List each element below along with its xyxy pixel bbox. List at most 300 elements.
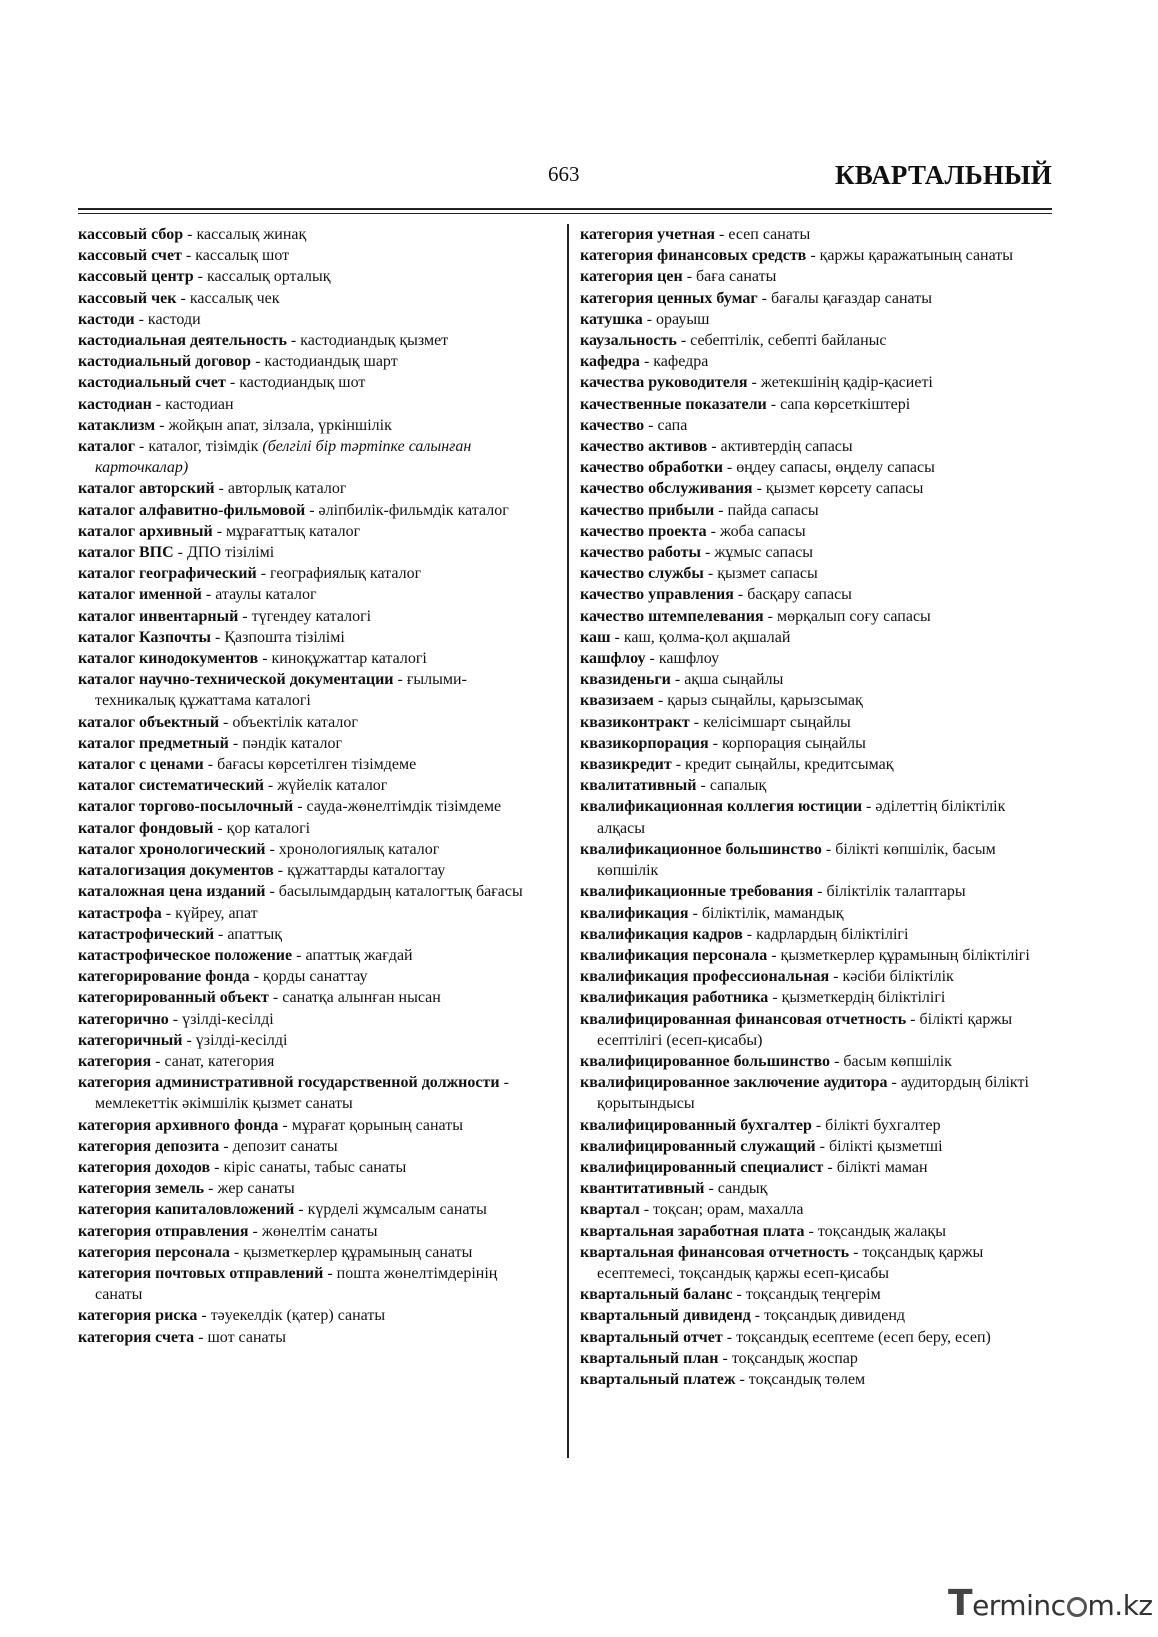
entry-definition: кафедра [653,353,709,371]
entry-term: каталожная цена изданий [78,883,266,901]
dictionary-entry: каталог алфавитно-фильмовой - әліпбилік-фильмдік каталог [78,501,509,519]
entry-term: кассовый чек [78,289,177,307]
entry-definition: басым көпшілік [843,1052,952,1070]
entry-definition: кастоди [147,310,201,328]
entry-term: кафедра [580,353,640,371]
entry-term: кастоди [78,310,135,328]
dictionary-entry: кастодиальный счет - кастодиандық шот [78,374,366,392]
entry-definition: шот санаты [207,1328,286,1346]
entry-definition: пошта жөнелтімдерінің санаты [95,1264,498,1304]
dictionary-entry: квартальная заработная плата - тоқсандық жалақы [580,1222,946,1240]
logo-ring-icon [1067,1597,1087,1617]
dictionary-entry: квалификационная коллегия юстиции - әділеттің біліктілік алқасы [580,798,1006,837]
dictionary-entry: квазикредит - кредит сыңайлы, кредитсымақ [580,756,894,774]
dictionary-entry: каталогизация документов - құжаттарды каталогтау [78,862,446,880]
dictionary-entry: каталог систематический - жүйелік каталог [78,777,388,795]
entry-term: катастрофа [78,904,162,922]
entry-definition: жоба сапасы [719,522,806,540]
entry-term: квалификация персонала [580,946,768,964]
entry-definition: авторлық каталог [227,480,347,498]
entry-term: качество работы [580,544,701,562]
entry-definition: жетекшінің қадір-қасиеті [760,374,933,392]
dictionary-entry: категория архивного фонда - мұрағат қорының санаты [78,1116,463,1134]
entry-definition: объектілік каталог [232,713,358,731]
dictionary-entry: квалификация работника - қызметкердің біліктілігі [580,989,946,1007]
entry-definition: активтердің сапасы [720,438,853,456]
entry-definition: географиялық каталог [270,565,422,583]
entry-definition: есеп санаты [728,226,811,243]
entry-definition: үзілді-кесілді [182,1010,274,1028]
entry-definition: киноқұжаттар каталогі [271,650,427,668]
entry-definition: кастодиан [165,395,234,413]
dictionary-entry: качество - сапа [580,416,688,434]
entry-term: категория ценных бумаг [580,289,758,307]
dictionary-entry: квалификация профессиональная - кәсіби біліктілік [580,968,954,986]
entry-term: квартальная заработная плата [580,1222,805,1240]
dictionary-entry: катастрофический - апаттық [78,925,283,943]
entry-term: квазиконтракт [580,713,690,731]
entry-definition: өңдеу сапасы, өңделу сапасы [736,459,935,477]
entry-term: каш [580,628,611,646]
entry-term: квазикредит [580,756,672,774]
dictionary-entry: качество обработки - өңдеу сапасы, өңделу сапасы [580,459,935,477]
entry-term: каталог географический [78,565,257,583]
dictionary-entry: квазизаем - қарыз сыңайлы, қарызсымақ [580,692,863,710]
entry-term: квалификация [580,904,689,922]
entry-definition: тәуекелдік (қатер) санаты [210,1307,386,1325]
entry-definition: кассалық чек [189,289,280,307]
dictionary-entry: квалифицированный служащий - білікті қызметші [580,1137,943,1155]
dictionary-entry: категория доходов - кіріс санаты, табыс санаты [78,1158,407,1176]
dictionary-entry: качество прибыли - пайда сапасы [580,501,819,519]
entry-term: квартальный отчет [580,1328,723,1346]
dictionary-entry: каталог хронологический - хронологиялық каталог [78,840,440,858]
dictionary-entry: квалитативный - сапалық [580,777,767,795]
entry-term: квалифицированное большинство [580,1052,831,1070]
entry-term: каталог с ценами [78,756,204,774]
entry-definition: тоқсандық төлем [748,1370,866,1388]
entry-term: качество [580,416,645,434]
entry-term: качество штемпелевания [580,607,764,625]
entry-term: квалификационное большинство [580,840,822,858]
entry-term: квалифицированный бухгалтер [580,1116,812,1134]
entry-definition: тоқсандық теңгерім [745,1286,881,1304]
entry-term: каталог алфавитно-фильмовой [78,501,306,519]
entry-term: кастодиальный счет [78,374,226,392]
entry-term: квалифицированный специалист [580,1158,824,1176]
dictionary-entry: квазикорпорация - корпорация сыңайлы [580,734,866,752]
dictionary-entry: квалификация персонала - қызметкерлер құрамының біліктілігі [580,946,1030,964]
dictionary-entry: кассовый центр - кассалық орталық [78,268,331,286]
header-rule [78,208,1052,210]
dictionary-entry: квалификационные требования - біліктілік талаптары [580,883,966,901]
dictionary-entry: каталог географический - географиялық каталог [78,565,422,583]
entry-term: кашфлоу [580,650,646,668]
entry-definition: кредит сыңайлы, кредитсымақ [685,756,894,774]
entry-definition: кашфлоу [658,650,720,668]
entry-definition: атаулы каталог [215,586,317,604]
entry-term: качество службы [580,565,704,583]
entry-term: каталогизация документов [78,862,274,880]
left-column [78,224,544,1348]
entry-definition: кассалық шот [195,247,290,265]
entry-definition: орауыш [656,310,710,328]
entry-term: каталог Казпочты [78,628,211,646]
dictionary-entry: качество управления - басқару сапасы [580,586,852,604]
entry-term: каталог систематический [78,777,264,795]
dictionary-entry: каталог именной - атаулы каталог [78,586,317,604]
entry-term: квазикорпорация [580,734,709,752]
dictionary-entry: категория счета - шот санаты [78,1328,286,1346]
entry-definition: хронологиялық каталог [278,840,440,858]
dictionary-entry: качество активов - активтердің сапасы [580,438,853,456]
entry-term: каталог архивный [78,522,213,540]
dictionary-entry: качества руководителя - жетекшінің қадір-қасиеті [580,374,933,392]
entry-term: каталог [78,438,135,456]
dictionary-entry: квартальный платеж - тоқсандық төлем [580,1370,866,1388]
dictionary-entry: квартальный дивиденд - тоқсандық дивиденд [580,1307,906,1325]
entry-term: категория финансовых средств [580,247,807,265]
entry-term: качество проекта [580,522,707,540]
entry-term: категорично [78,1010,169,1028]
entry-term: каталог ВПС [78,544,174,562]
entry-definition: қаржы қаражатының санаты [819,247,1014,265]
dictionary-entry: кастодиальная деятельность - кастодиандық қызмет [78,332,449,350]
dictionary-entry: категория капиталовложений - күрделі жұмсалым санаты [78,1201,487,1219]
entry-term: квалификационные требования [580,883,814,901]
entry-term: квантитативный [580,1180,705,1198]
entry-term: каталог авторский [78,480,215,498]
dictionary-entry: квартальная финансовая отчетность - тоқсандық қаржы есептемесі, тоқсандық қаржы есеп-қисабы [580,1243,984,1282]
entry-definition: үзілді-кесілді [195,1031,288,1049]
entry-definition: санат, категория [164,1052,275,1070]
dictionary-entry: каталог архивный - мұрағаттық каталог [78,522,361,540]
entry-term: квартальный план [580,1349,719,1367]
dictionary-entry: каталог ВПС - ДПО тізілімі [78,544,275,562]
entry-term: категория персонала [78,1243,230,1261]
entry-term: каталог предметный [78,734,229,752]
entry-definition: жөнелтім санаты [261,1222,378,1240]
dictionary-entry: кассовый сбор - кассалық жинақ [78,226,307,243]
dictionary-entry: кафедра - кафедра [580,353,709,371]
entry-term: квартальный баланс [580,1286,733,1304]
entry-definition: қарыз сыңайлы, қарызсымақ [667,692,863,710]
entry-definition: қызмет сапасы [717,565,818,583]
dictionary-entry: квартальный баланс - тоқсандық теңгерім [580,1286,881,1304]
entry-definition: білікті қызметші [828,1137,943,1155]
entry-term: каталог кинодокументов [78,650,259,668]
dictionary-entry: категоричный - үзілді-кесілді [78,1031,288,1049]
entry-definition: мұрағаттық каталог [226,522,361,540]
dictionary-entry: категория ценных бумаг - бағалы қағаздар санаты [580,289,932,307]
entry-term: каузальность [580,332,677,350]
entry-definition: мемлекеттік әкімшілік қызмет санаты [95,1095,353,1113]
entry-term: качества руководителя [580,374,748,392]
entry-term: квалификация профессиональная [580,968,830,986]
dictionary-entry: каузальность - себептілік, себепті байланыс [580,332,887,350]
entry-definition: кастодиандық шарт [264,353,398,371]
entry-definition: әліпбилік-фильмдік каталог [318,501,509,519]
entry-definition: пайда сапасы [727,501,819,519]
dictionary-entry: качественные показатели - сапа көрсеткіштері [580,395,911,413]
entry-term: квартальная финансовая отчетность [580,1243,850,1261]
entry-term: кастодиальная деятельность [78,332,287,350]
dictionary-entry: каталог - каталог, тізімдік (белгілі бір тәртіпке салынған карточкалар) [78,438,472,477]
entry-definition: кіріс санаты, табыс санаты [223,1158,407,1176]
entry-definition: білікті қаржы есептілігі (есеп-қисабы) [597,1010,1013,1049]
entry-definition: құжаттарды каталогтау [287,862,446,880]
entry-definition: сандық [717,1180,768,1198]
dictionary-entry: категория персонала - қызметкерлер құрамының санаты [78,1243,473,1261]
entry-term: категория отправления [78,1222,249,1240]
dictionary-entry: качество службы - қызмет сапасы [580,565,818,583]
dictionary-entry: каталог кинодокументов - киноқұжаттар каталогі [78,650,427,668]
entry-definition: апаттық жағдай [305,946,413,964]
entry-term: кассовый счет [78,247,182,265]
dictionary-entry: кассовый счет - кассалық шот [78,247,290,265]
dictionary-entry: категория почтовых отправлений - пошта жөнелтімдерінің санаты [78,1264,498,1304]
entry-definition: түгендеу каталогі [251,607,372,625]
entry-definition: апаттық [227,925,283,943]
entry-definition: кассалық жинақ [196,226,307,243]
entry-definition: каш, қолма-қол ақшалай [623,628,791,646]
entry-term: каталог научно-технической документации [78,671,394,689]
entry-definition: басқару сапасы [747,586,852,604]
entry-definition: бағасы көрсетілген тізімдеме [217,756,417,774]
entry-definition: білікті көпшілік, басым көпшілік [597,840,996,880]
dictionary-entry: качество работы - жұмыс сапасы [580,544,814,562]
entry-term: категория цен [580,268,683,286]
dictionary-entry: категорично - үзілді-кесілді [78,1010,274,1028]
entry-term: квалификационная коллегия юстиции [580,798,863,816]
column-divider [567,224,569,1458]
entry-term: категория [78,1052,152,1070]
dictionary-entry: квалификационное большинство - білікті көпшілік, басым көпшілік [580,840,996,880]
entry-term: катушка [580,310,643,328]
entry-term: качественные показатели [580,395,767,413]
dictionary-entry: каталог научно-технической документации - ғылыми-техникалық құжаттама каталогі [78,671,467,710]
entry-definition: қызметкерлер құрамының біліктілігі [780,946,1030,964]
termincom-logo [948,1583,1153,1624]
dictionary-entry: каталог с ценами - бағасы көрсетілген тізімдеме [78,756,417,774]
dictionary-entry: каталог объектный - объектілік каталог [78,713,358,731]
running-head: КВАРТАЛЬНЫЙ [834,160,1052,190]
entry-definition: аудитордың білікті қорытындысы [597,1074,1029,1113]
entry-term: квартальный дивиденд [580,1307,751,1325]
entry-term: категория земель [78,1180,205,1198]
entry-definition: себептілік, себепті байланыс [690,332,887,350]
entry-term: катаклизм [78,416,156,434]
header-rule-thin [78,213,1052,214]
entry-definition: тоқсандық есептеме (есеп беру, есеп) [736,1328,991,1346]
entry-definition: кадрлардың біліктілігі [756,925,909,943]
entry-definition: санатқа алынған нысан [282,989,441,1007]
entry-definition: сапа көрсеткіштері [780,395,911,413]
entry-definition: тоқсандық дивиденд [764,1307,906,1325]
entry-definition: қызметкерлер құрамының санаты [243,1243,473,1261]
dictionary-entry: кастодиан - кастодиан [78,395,234,413]
dictionary-entry: квалифицированное заключение аудитора - аудитордың білікті қорытындысы [580,1074,1029,1113]
entry-definition: баға санаты [696,268,777,286]
page-number: 663 [548,162,580,186]
dictionary-entry: категория финансовых средств - қаржы қаражатының санаты [580,247,1014,265]
entry-definition: біліктілік, мамандық [701,904,844,922]
entry-definition: корпорация сыңайлы [721,734,866,752]
entry-term: квалифицированное заключение аудитора [580,1074,888,1092]
entry-term: квалификация кадров [580,925,743,943]
entry-term: категорирование фонда [78,968,250,986]
entry-term: квазизаем [580,692,654,710]
entry-term: каталог именной [78,586,202,604]
entry-term: каталог фондовый [78,819,214,837]
entry-term: катастрофическое положение [78,946,293,964]
entry-definition: пәндік каталог [242,734,342,752]
entry-definition: тоқсан; орам, махалла [653,1201,804,1219]
entry-term: квартальный платеж [580,1370,736,1388]
entry-term: квалифицированный служащий [580,1137,816,1155]
entry-definition: жер санаты [217,1180,295,1198]
entry-term: категория архивного фонда [78,1116,279,1134]
entry-note: (белгілі бір тәртіпке салынған карточкалар) [95,438,472,477]
entry-term: качество активов [580,438,708,456]
entry-term: каталог хронологический [78,840,266,858]
entry-definition: ғылыми-техникалық құжаттама каталогі [95,671,467,710]
entry-definition: күйреу, апат [175,904,258,922]
entry-term: категория капиталовложений [78,1201,295,1219]
dictionary-entry: квалифицированное большинство - басым көпшілік [580,1052,952,1070]
dictionary-entry: категория цен - баға санаты [580,268,777,286]
entry-definition: ақша сыңайлы [684,671,784,689]
dictionary-entry: каш - каш, қолма-қол ақшалай [580,628,791,646]
entry-definition: жұмыс сапасы [714,544,814,562]
dictionary-entry: кастоди - кастоди [78,310,201,328]
entry-definition: қызмет көрсету сапасы [765,480,924,498]
right-column [580,224,1054,1390]
dictionary-entry: каталог предметный - пәндік каталог [78,734,342,752]
dictionary-entry: квалифицированный специалист - білікті маман [580,1158,928,1176]
entry-term: качество прибыли [580,501,715,519]
logo-letter-t: T [948,1583,973,1624]
dictionary-entry: катушка - орауыш [580,310,710,328]
entry-definition: сапа [657,416,688,434]
entry-definition: тоқсандық қаржы есептемесі, тоқсандық қаржы есеп-қисабы [597,1243,984,1282]
dictionary-entry: квантитативный - сандық [580,1180,768,1198]
dictionary-entry: кастодиальный договор - кастодиандық шарт [78,353,398,371]
entry-term: каталог торгово-посылочный [78,798,294,816]
entry-definition: сапалық [709,777,767,795]
dictionary-entry: квалификация кадров - кадрлардың біліктілігі [580,925,909,943]
dictionary-entry: катастрофа - күйреу, апат [78,904,258,922]
entry-definition: тоқсандық жоспар [731,1349,858,1367]
entry-term: кассовый сбор [78,226,184,243]
dictionary-entry: квартал - тоқсан; орам, махалла [580,1201,804,1219]
dictionary-entry: кассовый чек - кассалық чек [78,289,280,307]
dictionary-entry: квазиконтракт - келісімшарт сыңайлы [580,713,851,731]
entry-term: катастрофический [78,925,215,943]
dictionary-entry: катаклизм - жойқын апат, зілзала, үркіншілік [78,416,392,434]
entry-definition: Қазпошта тізілімі [224,628,345,646]
entry-term: кассовый центр [78,268,194,286]
dictionary-entry: категория депозита - депозит санаты [78,1137,338,1155]
dictionary-entry: категория отправления - жөнелтім санаты [78,1222,378,1240]
entry-definition: білікті маман [836,1158,928,1176]
entry-definition: каталог, тізімдік [148,438,263,456]
dictionary-entry: квартальный план - тоқсандық жоспар [580,1349,858,1367]
dictionary-entry: квазиденьги - ақша сыңайлы [580,671,784,689]
dictionary-entry: каталог Казпочты - Қазпошта тізілімі [78,628,345,646]
dictionary-entry: категория земель - жер санаты [78,1180,295,1198]
logo-domain: m.kz [1087,1589,1153,1622]
entry-definition: кассалық орталық [206,268,331,286]
entry-definition: кәсіби біліктілік [842,968,954,986]
entry-definition: мөрқалып соғу сапасы [776,607,931,625]
entry-definition: біліктілік талаптары [826,883,966,901]
dictionary-entry: катастрофическое положение - апаттық жағдай [78,946,413,964]
entry-definition: ДПО тізілімі [187,544,275,562]
dictionary-entry: квалифицированная финансовая отчетность - білікті қаржы есептілігі (есеп-қисабы) [580,1010,1013,1049]
entry-term: качество управления [580,586,734,604]
dictionary-entry: категорированный объект - санатқа алынған нысан [78,989,441,1007]
entry-term: категорированный объект [78,989,269,1007]
entry-definition: білікті бухгалтер [825,1116,941,1134]
dictionary-entry: качество проекта - жоба сапасы [580,522,806,540]
entry-term: квалификация работника [580,989,769,1007]
dictionary-entry: каталог инвентарный - түгендеу каталогі [78,607,372,625]
dictionary-entry: качество штемпелевания - мөрқалып соғу сапасы [580,607,931,625]
entry-definition: тоқсандық жалақы [817,1222,946,1240]
entry-definition: жойқын апат, зілзала, үркіншілік [168,416,392,434]
dictionary-entry: категория административной государственной должности - мемлекеттік әкімшілік қызмет санаты [78,1074,509,1113]
dictionary-entry: качество обслуживания - қызмет көрсету сапасы [580,480,924,498]
dictionary-entry: категория риска - тәуекелдік (қатер) санаты [78,1307,386,1325]
entry-definition: әділеттің біліктілік алқасы [597,798,1006,837]
dictionary-entry: кашфлоу - кашфлоу [580,650,720,668]
entry-term: кастодиан [78,395,152,413]
entry-term: категория счета [78,1328,195,1346]
entry-term: квалифицированная финансовая отчетность [580,1010,907,1028]
dictionary-entry: каталог торгово-посылочный - сауда-жөнелтімдік тізімдеме [78,798,502,816]
entry-definition: кастодиандық шот [239,374,366,392]
entry-definition: күрделі жұмсалым санаты [307,1201,487,1219]
dictionary-entry: каталог авторский - авторлық каталог [78,480,347,498]
entry-term: категория почтовых отправлений [78,1264,324,1282]
entry-definition: келісімшарт сыңайлы [703,713,851,731]
dictionary-entry: квалифицированный бухгалтер - білікті бухгалтер [580,1116,941,1134]
dictionary-entry: каталожная цена изданий - басылымдардың каталогтық бағасы [78,883,523,901]
dictionary-entry: квартальный отчет - тоқсандық есептеме (есеп беру, есеп) [580,1328,991,1346]
dictionary-entry: категорирование фонда - қорды санаттау [78,968,368,986]
dictionary-entry: каталог фондовый - қор каталогі [78,819,311,837]
entry-term: качество обработки [580,459,723,477]
entry-term: квартал [580,1201,640,1219]
entry-definition: кастодиандық қызмет [300,332,449,350]
entry-definition: сауда-жөнелтімдік тізімдеме [306,798,502,816]
entry-definition: қызметкердің біліктілігі [781,989,946,1007]
dictionary-entry: категория - санат, категория [78,1052,275,1070]
entry-definition: жүйелік каталог [277,777,388,795]
entry-term: кастодиальный договор [78,353,252,371]
entry-definition: қор каталогі [226,819,311,837]
entry-definition: басылымдардың каталогтық бағасы [278,883,523,901]
entry-term: категория доходов [78,1158,211,1176]
entry-definition: мұрағат қорының санаты [291,1116,463,1134]
entry-term: категория учетная [580,226,716,243]
entry-definition: қорды санаттау [262,968,368,986]
entry-term: категория депозита [78,1137,220,1155]
dictionary-entry: категория учетная - есеп санаты [580,226,811,243]
entry-term: категория риска [78,1307,198,1325]
dictionary-entry: квалификация - біліктілік, мамандық [580,904,844,922]
